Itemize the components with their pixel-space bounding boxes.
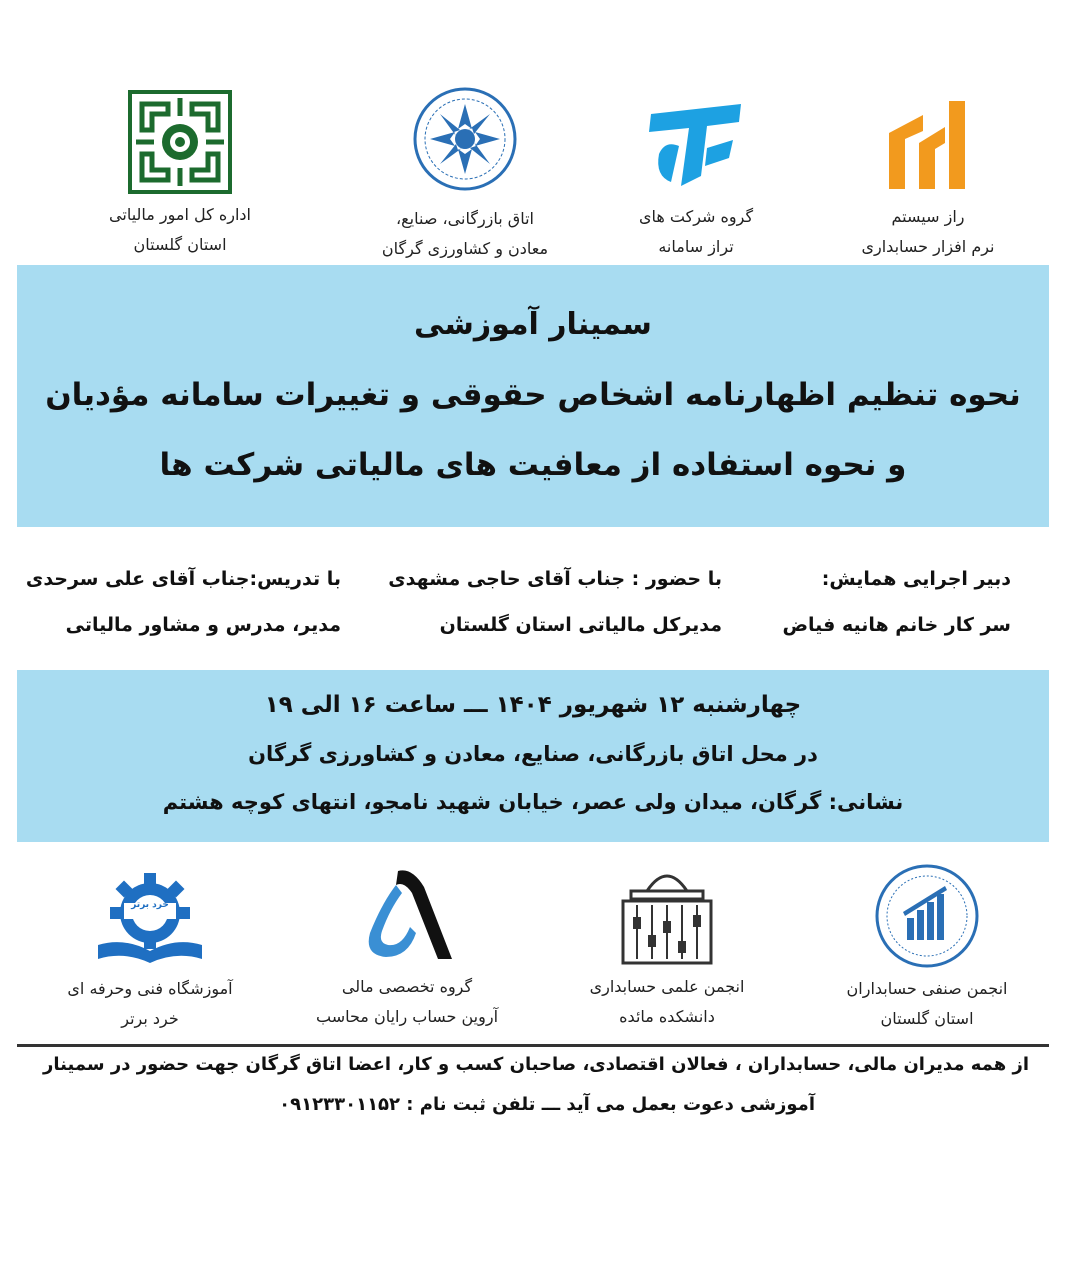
logo-kherad-bartar [40,862,260,1034]
event-banner [17,670,1049,842]
chamber-commerce-logo-icon [405,80,525,198]
teacher-label: با تدریس:جناب آقای علی سرحدی [25,568,341,590]
logo-caption-line1: گروه شرکت های [638,207,754,226]
logo-caption-line2: تراز سامانه [658,237,734,256]
invitation-line2: آموزشی دعوت بعمل می آید ـــ تلفن ثبت نام : ۰۹۱۲۳۳۰۱۱۵۲ [279,1094,815,1115]
title-banner [17,265,1049,527]
logo-caption-line2: آروین حساب رایان محاسب [315,1007,499,1026]
secretary-name: سر کار خانم هانیه فیاض [782,614,1011,636]
logo-caption-line2: دانشکده مائده [619,1007,715,1026]
invitation-line1: از همه مدیران مالی، حسابداران ، فعالان اقتصادی، صاحبان کسب و کار، اعضا اتاق گرگان جهت حضور در سمینار [43,1054,1029,1075]
logo-caption-line1: اداره کل امور مالیاتی [109,205,251,224]
logo-caption-line2: استان گلستان [133,235,227,254]
logo-caption-line1: انجمن علمی حسابداری [589,977,745,996]
logo-caption-line2: نرم افزار حسابداری [861,237,995,256]
logo-caption-line1: گروه تخصصی مالی [341,977,473,996]
logo-tax-office [80,86,280,260]
seminar-heading: سمینار آموزشی [414,307,652,342]
logo-industrial-accountants [822,860,1032,1034]
guest-block [388,556,722,648]
taraz-logo-icon [636,88,756,198]
guest-label: با حضور : جناب آقای حاجی مشهدی [388,568,722,590]
seminar-topic-line2: و نحوه استفاده از معافیت های مالیاتی شرکت ها [159,447,907,483]
gear-book-logo-icon [85,862,215,972]
secretary-block [782,556,1011,648]
accountants-association-logo-icon [867,860,987,972]
logo-scientific-accounting [562,858,772,1032]
seminar-topic-line1: نحوه تنظیم اظهارنامه اشخاص حقوقی و تغییرات سامانه مؤدیان [45,377,1021,413]
teacher-block [26,556,341,648]
raz-logo-icon [878,88,978,198]
abacus-building-logo-icon [607,858,727,972]
secretary-label: دبیر اجرایی همایش: [821,568,1011,590]
logo-caption-line1: انجمن صنفی حسابداران [846,979,1008,998]
logo-caption-line1: آموزشگاه فنی وحرفه ای [67,979,233,998]
logo-arvin-group [292,858,522,1032]
guest-role: مدیرکل مالیاتی استان گلستان [439,614,722,636]
event-datetime: چهارشنبه ۱۲ شهریور ۱۴۰۴ ـــ ساعت ۱۶ الی ۱۹ [264,692,802,718]
teacher-role: مدیر، مدرس و مشاور مالیاتی [65,614,341,636]
kherad-badge-text: خرد برتر [131,900,169,910]
logo-caption-line2: معادن و کشاورزی گرگان [381,239,549,258]
logo-caption-line1: راز سیستم [891,207,965,226]
footer-divider [17,1044,1049,1047]
logo-raz-system [838,88,1018,262]
logo-caption-line2: استان گلستان [880,1009,974,1028]
logo-caption-line1: اتاق بازرگانی، صنایع، [395,209,534,228]
logo-caption-line2: خرد برتر [121,1009,179,1028]
logo-chamber-gorgan [345,80,585,264]
tax-administration-logo-icon [125,86,235,198]
event-address: نشانی: گرگان، میدان ولی عصر، خیابان شهید نامجو، انتهای کوچه هشتم [162,790,904,814]
logo-taraz-samaneh [606,88,786,262]
event-venue: در محل اتاق بازرگانی، صنایع، معادن و کشاورزی گرگان [248,742,818,766]
arvin-logo-icon [342,858,472,972]
